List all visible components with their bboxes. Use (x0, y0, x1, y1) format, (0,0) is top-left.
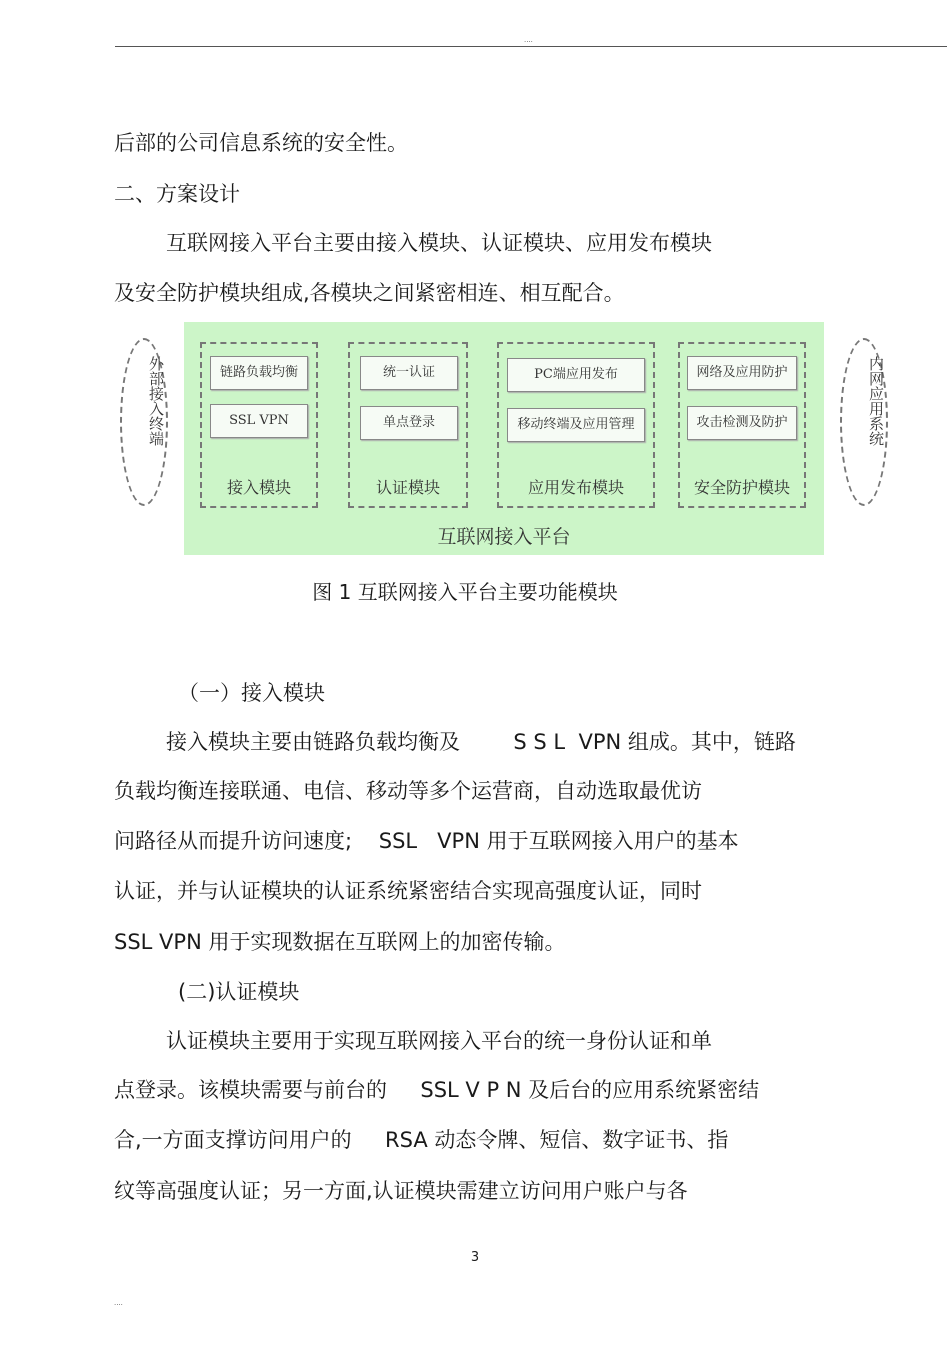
sub-item: 链路负载均衡 (210, 356, 308, 390)
body-line: 后部的公司信息系统的安全性。 (114, 131, 408, 155)
header-rule (115, 46, 947, 47)
platform-area (184, 322, 824, 555)
body-line: SSL VPN 用于实现数据在互联网上的加密传输。 (114, 930, 566, 954)
figure-caption: 图 1 互联网接入平台主要功能模块 (312, 580, 618, 604)
body-line: 合,一方面支撑访问用户的 RSA 动态令牌、短信、数字证书、指 (114, 1128, 729, 1152)
footer-mark: .... (114, 1299, 123, 1307)
module-auth (348, 342, 468, 508)
module-access (200, 342, 318, 508)
sub-item: 攻击检测及防护 (687, 406, 797, 440)
sub-item: 移动终端及应用管理 (507, 408, 645, 442)
body-line: 认证，并与认证模块的认证系统紧密结合实现高强度认证，同时 (114, 879, 702, 903)
external-terminal-oval (120, 338, 168, 506)
sub-item: PC端应用发布 (507, 358, 645, 392)
subsection-title: （一）接入模块 (178, 681, 325, 705)
platform-label: 互联网接入平台 (437, 526, 571, 548)
subsection-title: (二)认证模块 (178, 980, 300, 1004)
body-line: 点登录。该模块需要与前台的 SSL V P N 及后台的应用系统紧密结 (114, 1078, 760, 1102)
body-line: 接入模块主要由链路负载均衡及 S S L VPN 组成。其中，链路 (166, 730, 796, 754)
body-line: 负载均衡连接联通、电信、移动等多个运营商，自动选取最优访 (114, 779, 702, 803)
internal-system-label: 内网应用系统 (867, 356, 885, 446)
body-line: 互联网接入平台主要由接入模块、认证模块、应用发布模块 (166, 231, 712, 255)
external-terminal-label: 外部接入终端 (147, 356, 165, 446)
internal-system-oval (840, 338, 888, 506)
body-line: 及安全防护模块组成,各模块之间紧密相连、相互配合。 (114, 281, 625, 305)
body-line: 问路径从而提升访问速度; SSL VPN 用于互联网接入用户的基本 (114, 829, 739, 853)
module-label: 安全防护模块 (693, 478, 790, 497)
page-number: 3 (470, 1250, 480, 1265)
body-line: 纹等高强度认证；另一方面,认证模块需建立访问用户账户与各 (114, 1179, 688, 1203)
sub-item: 统一认证 (360, 356, 458, 390)
sub-item: 网络及应用防护 (687, 356, 797, 390)
architecture-figure (112, 318, 892, 563)
body-line: 认证模块主要用于实现互联网接入平台的统一身份认证和单 (166, 1029, 712, 1053)
sub-item: 单点登录 (360, 406, 458, 440)
section-heading: 二、方案设计 (114, 182, 240, 206)
module-label: 接入模块 (226, 478, 291, 497)
module-label: 应用发布模块 (527, 478, 624, 497)
module-app-publish (497, 342, 655, 508)
module-security (678, 342, 806, 508)
sub-item: SSL VPN (210, 404, 308, 438)
module-label: 认证模块 (375, 478, 440, 497)
header-mark: .... (524, 36, 533, 44)
